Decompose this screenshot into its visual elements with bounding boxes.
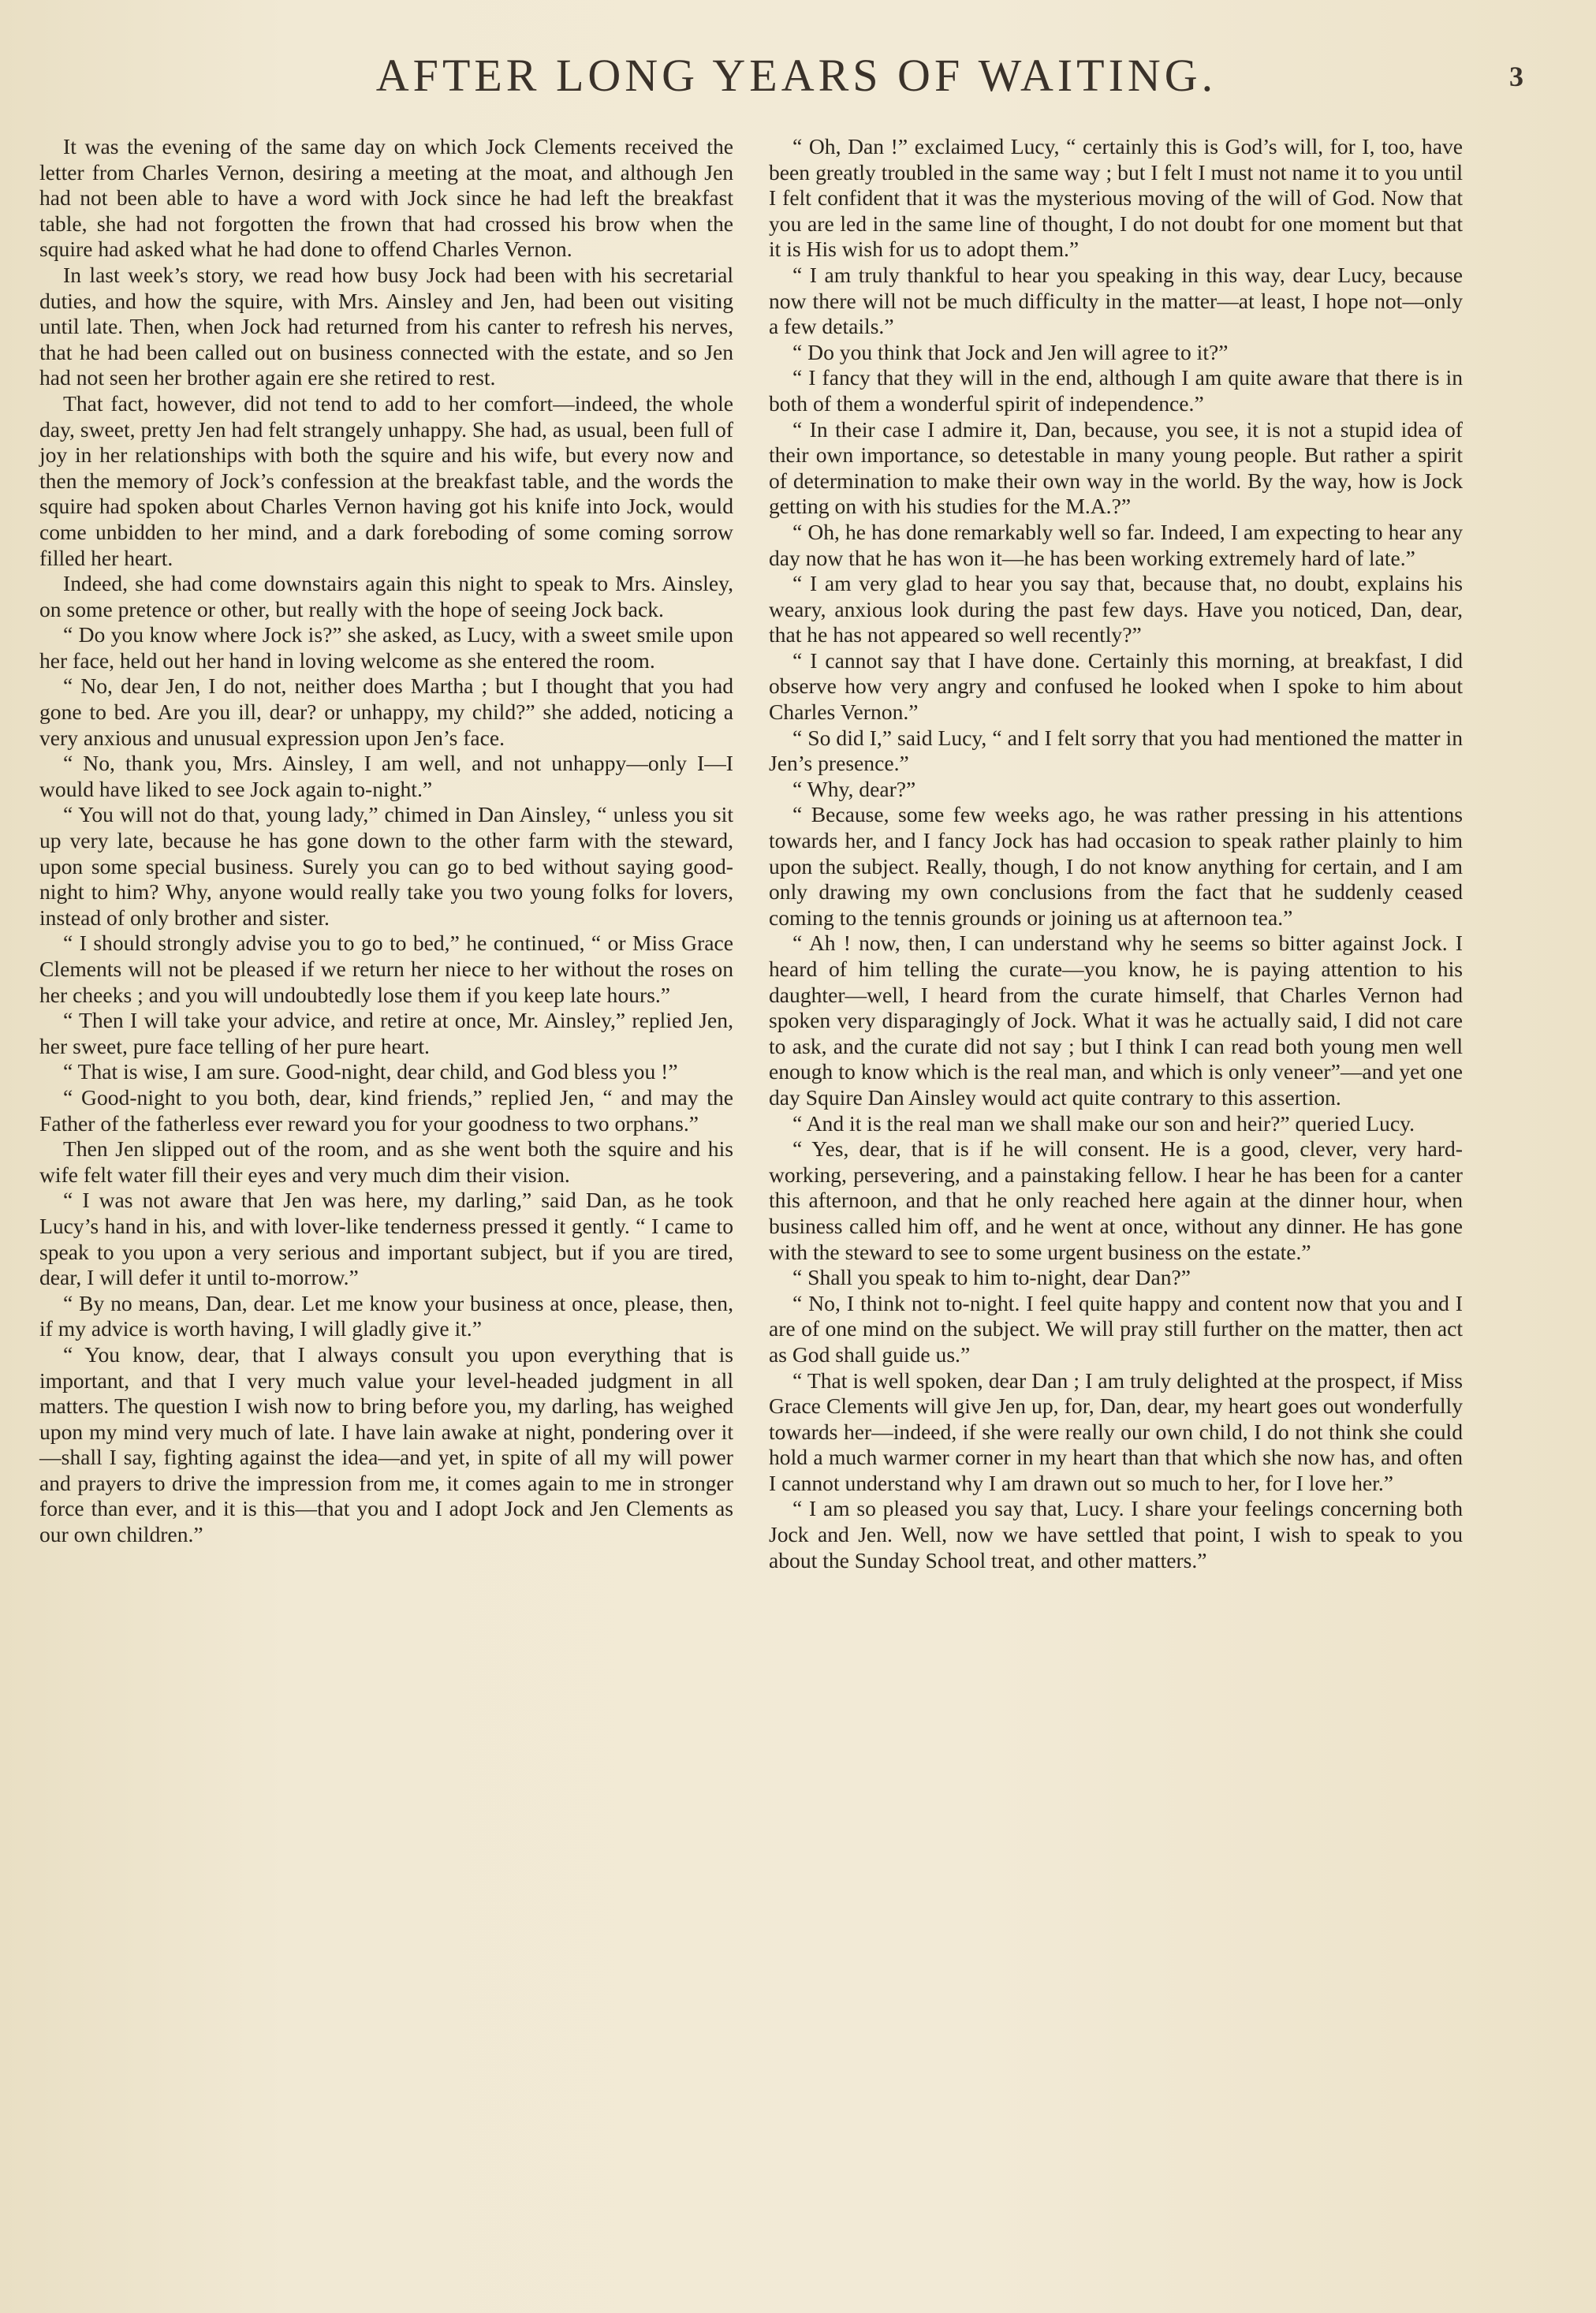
paragraph: “ I should strongly advise you to go to bed,” he continued, “ or Miss Grace Clements will not be pleased if we return her niece to her without the roses on her cheeks ; and you will undoubtedly lose them if you keep late hours.”	[39, 931, 733, 1007]
paragraph: “ I cannot say that I have done. Certainly this morning, at breakfast, I did observe how very angry and confused he looked when I spoke to him about Charles Vernon.”	[769, 647, 1463, 725]
paragraph: “ That is wise, I am sure. Good-night, dear child, and God bless you !”	[63, 1059, 678, 1084]
paragraph: Indeed, she had come downstairs again this night to speak to Mrs. Ainsley, on some pretence or other, but really with the hope of seeing Jock back.	[39, 571, 733, 621]
paragraph: “ Do you know where Jock is?” she asked, as Lucy, with a sweet smile upon her face, held out her hand in loving welcome as she entered the room.	[39, 622, 733, 673]
paragraph: “ I am truly thankful to hear you speaking in this way, dear Lucy, because now there will not be much difficulty in the matter—at least, I hope not—only a few details.”	[769, 262, 1463, 339]
paragraph: “ In their case I admire it, Dan, because, you see, it is not a stupid idea of their own importance, so detestable in many young people. But rather a spirit of determination to make their own way in the world. By the way, how is Jock getting on with his studies for the M.A.?”	[769, 416, 1463, 519]
paragraph: “ Shall you speak to him to-night, dear Dan?”	[792, 1265, 1191, 1290]
paragraph: “ By no means, Dan, dear. Let me know your business at once, please, then, if my advice is worth having, I will gladly give it.”	[39, 1290, 733, 1341]
paragraph: “ No, dear Jen, I do not, neither does Martha ; but I thought that you had gone to bed. Are you ill, dear? or unhappy, my child?” she added, noticing a very anxious and unusual expression upon Jen’s face.	[39, 673, 733, 750]
left-column	[39, 134, 733, 1548]
paragraph: “ So did I,” said Lucy, “ and I felt sorry that you had mentioned the matter in Jen’s presence.”	[769, 725, 1463, 776]
paragraph: “ No, I think not to-night. I feel quite happy and content now that you and I are of one mind on the subject. We will pray still further on the matter, then act as God shall guide us.”	[769, 1290, 1463, 1367]
paragraph: “ You will not do that, young lady,” chimed in Dan Ainsley, “ unless you sit up very late, because he has gone down to the other farm with the steward, upon some special business. Surely you can go to bed without saying good-night to him? Why, anyone would really take you two young folks for lovers, instead of only brother and sister.	[39, 802, 733, 930]
paragraph: “ That is well spoken, dear Dan ; I am truly delighted at the prospect, if Miss Grace Clements will give Jen up, for, Dan, dear, my heart goes out wonderfully towards her—indeed, if she were really our own child, I do not think she could hold a much warmer corner in my heart than that which she now has, and often I cannot understand why I am drawn out so much to her, for I love her.”	[769, 1367, 1463, 1495]
paragraph: “ You know, dear, that I always consult you upon everything that is important, and that I very much value your level-headed judgment in all matters. The question I wish now to bring before you, my darling, has weighed upon my mind very much of late. I have lain awake at night, pondering over it—shall I say, fighting against the idea—and yet, in spite of all my will power and prayers to drive the impression from me, it comes again to me in stronger force than ever, and it is this—that you and I adopt Jock and Jen Clements as our own children.”	[39, 1341, 733, 1547]
paragraph: “ Ah ! now, then, I can understand why he seems so bitter against Jock. I heard of him telling the curate—you know, he is paying attention to his daughter—well, I heard from the curate himself, that Charles Vernon had spoken very disparagingly of Jock. What it was he actually said, I did not care to ask, and the curate did not say ; but I think I can read both young men well enough to know which is the real man, and which is only veneer”—and yet one day Squire Dan Ainsley would act quite contrary to this assertion.	[769, 931, 1463, 1110]
paragraph: “ I am so pleased you say that, Lucy. I share your feelings concerning both Jock and Jen. Well, now we have settled that point, I wish to speak to you about the Sunday School treat, and other matters.”	[769, 1496, 1463, 1572]
paragraph: “ Oh, he has done remarkably well so far. Indeed, I am expecting to hear any day now that he has won it—he has been working extremely hard of late.”	[769, 519, 1463, 570]
paragraph: “ Then I will take your advice, and retire at once, Mr. Ainsley,” replied Jen, her sweet, pure face telling of her pure heart.	[39, 1008, 733, 1058]
paragraph: “ I was not aware that Jen was here, my darling,” said Dan, as he took Lucy’s hand in his, and with lover-like tenderness pressed it gently. “ I came to speak to you upon a very serious and important subject, but if you are tired, dear, I will defer it until to-morrow.”	[39, 1188, 733, 1290]
page-number: 3	[1509, 61, 1523, 92]
paragraph: “ Do you think that Jock and Jen will agree to it?”	[792, 339, 1229, 364]
paragraph: “ Oh, Dan !” exclaimed Lucy, “ certainly this is God’s will, for I, too, have been greatly troubled in the same way ; but I felt I must not name it to you until I felt confident that it was the mysterious moving of the will of God. Now that you are led in the same line of thought, I do not doubt for one moment but that it is His wish for us to adopt them.”	[769, 134, 1463, 262]
paragraph: It was the evening of the same day on which Jock Clements received the letter from Charles Vernon, desiring a meeting at the moat, and although Jen had not been able to have a word with Jock since he had left the breakfast table, she had not forgotten the frown that had crossed his brow when the squire had asked what he had done to offend Charles Vernon.	[39, 134, 733, 262]
page-header	[47, 49, 1546, 112]
paragraph: “ I am very glad to hear you say that, because that, no doubt, explains his weary, anxious look during the past few days. Have you noticed, Dan, dear, that he has not appeared so well recently?”	[769, 571, 1463, 647]
paragraph: “ No, thank you, Mrs. Ainsley, I am well, and not unhappy—only I—I would have liked to see Jock again to-night.”	[39, 751, 733, 801]
paragraph: In last week’s story, we read how busy Jock had been with his secretarial duties, and how the squire, with Mrs. Ainsley and Jen, had been out visiting until late. Then, when Jock had returned from his canter to refresh his nerves, that he had been called out on business connected with the estate, and so Jen had not seen her brother again ere she retired to rest.	[39, 262, 733, 390]
paragraph: Then Jen slipped out of the room, and as she went both the squire and his wife felt water fill their eyes and very much dim their vision.	[39, 1136, 733, 1187]
paragraph: “ And it is the real man we shall make our son and heir?” queried Lucy.	[792, 1110, 1415, 1136]
paragraph: “ I fancy that they will in the end, although I am quite aware that there is in both of them a wonderful spirit of independence.”	[769, 365, 1463, 416]
right-column	[769, 134, 1463, 1573]
paragraph: “ Yes, dear, that is if he will consent. He is a good, clever, very hard-working, persevering, and a painstaking fellow. I hear he has been for a canter this afternoon, and that he only reached here again at the dinner hour, when business called him off, and he went at once, without any dinner. He has gone with the steward to see to some urgent business on the estate.”	[769, 1136, 1463, 1264]
paragraph: “ Why, dear?”	[792, 776, 916, 801]
paragraph: “ Good-night to you both, dear, kind friends,” replied Jen, “ and may the Father of the fatherless ever reward you for your goodness to two orphans.”	[39, 1084, 733, 1136]
page-title: AFTER LONG YEARS OF WAITING.	[375, 50, 1218, 101]
paragraph: That fact, however, did not tend to add to her comfort—indeed, the whole day, sweet, pretty Jen had felt strangely unhappy. She had, as usual, been full of joy in her relationships with both the squire and his wife, but every now and then the memory of Jock’s confession at the breakfast table, and the words the squire had spoken about Charles Vernon having got his knife into Jock, would come unbidden to her mind, and a dark foreboding of some coming sorrow filled her heart.	[39, 390, 733, 570]
paragraph: “ Because, some few weeks ago, he was rather pressing in his attentions towards her, and I fancy Jock has had occasion to speak rather plainly to him upon the subject. Really, though, I do not know anything for certain, and I am only drawing my own conclusions from the fact that he suddenly ceased coming to the tennis grounds or joining us at afternoon tea.”	[769, 802, 1463, 930]
